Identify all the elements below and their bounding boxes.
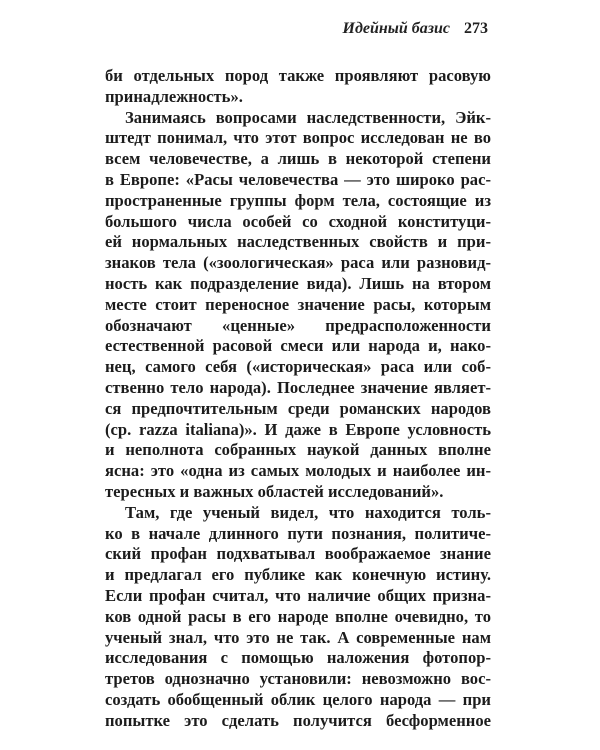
- text-line: Там, где ученый видел, что находится толь-: [125, 502, 491, 522]
- text-line: ся предпочтительным среди романских народов: [105, 398, 491, 418]
- text-line: ственно тело народа). Последнее значение являет-: [105, 377, 491, 397]
- text-line: принадлежность».: [105, 86, 243, 106]
- paragraph: [105, 66, 491, 108]
- text-line: обозначают «ценные» предрасположенности: [105, 315, 491, 335]
- text-line: (ср. razza italiana)». И даже в Европе условность: [105, 419, 491, 439]
- text-line: и предлагал его публике как конечную истину.: [105, 565, 491, 585]
- text-line: тересных и важных областей исследований».: [105, 481, 444, 501]
- paragraph: [105, 503, 491, 732]
- text-line: ко в начале длинного пути познания, политиче-: [105, 523, 491, 543]
- text-line: и неполнота собранных наукой данных вполне: [105, 440, 491, 460]
- text-line: Занимаясь вопросами наследственности, Эйк-: [125, 107, 491, 127]
- text-line: би отдельных пород также проявляют расовую: [105, 66, 491, 85]
- page-body: [105, 66, 491, 732]
- text-line: пространенные группы форм тела, состоящие из: [105, 190, 491, 210]
- text-line: попытке это сделать получится бесформенное: [105, 710, 491, 730]
- text-line: штедт понимал, что этот вопрос исследован не во: [105, 128, 491, 148]
- text-line: Если профан считал, что наличие общих призна-: [105, 585, 491, 605]
- text-line: всем человечестве, а лишь в некоторой степени: [105, 149, 491, 169]
- text-line: большого числа особей со сходной конституци-: [105, 211, 491, 231]
- running-header: [343, 20, 489, 38]
- page-number: 273: [464, 20, 488, 37]
- text-line: знаков тела («зоологическая» раса или разновид-: [105, 253, 491, 273]
- text-line: месте стоит переносное значение расы, которым: [105, 294, 491, 314]
- text-line: нец, самого себя («историческая» раса или соб-: [105, 357, 491, 377]
- chapter-title: Идейный базис: [342, 20, 450, 37]
- text-line: исследования с помощью наложения фотопор-: [105, 648, 491, 668]
- text-line: ясна: это «одна из самых молодых и наиболее ин-: [105, 461, 491, 481]
- text-line: ский профан подхватывал воображаемое знание: [105, 544, 491, 564]
- text-line: третов однозначно установили: невозможно вос-: [105, 669, 491, 689]
- text-line: ность как подразделение вида). Лишь на втором: [105, 273, 491, 293]
- paragraph: [105, 108, 491, 503]
- text-line: ей нормальных наследственных свойств и при-: [105, 232, 491, 252]
- text-line: естественной расовой смеси или народа и, нако-: [105, 336, 491, 356]
- text-line: в Европе: «Расы человечества — это широко рас-: [105, 169, 491, 189]
- text-line: ков одной расы в его народе вполне очевидно, то: [105, 606, 491, 626]
- text-line: создать обобщенный облик целого народа — при: [105, 689, 491, 709]
- text-line: ученый знал, что это не так. А современные нам: [105, 627, 491, 647]
